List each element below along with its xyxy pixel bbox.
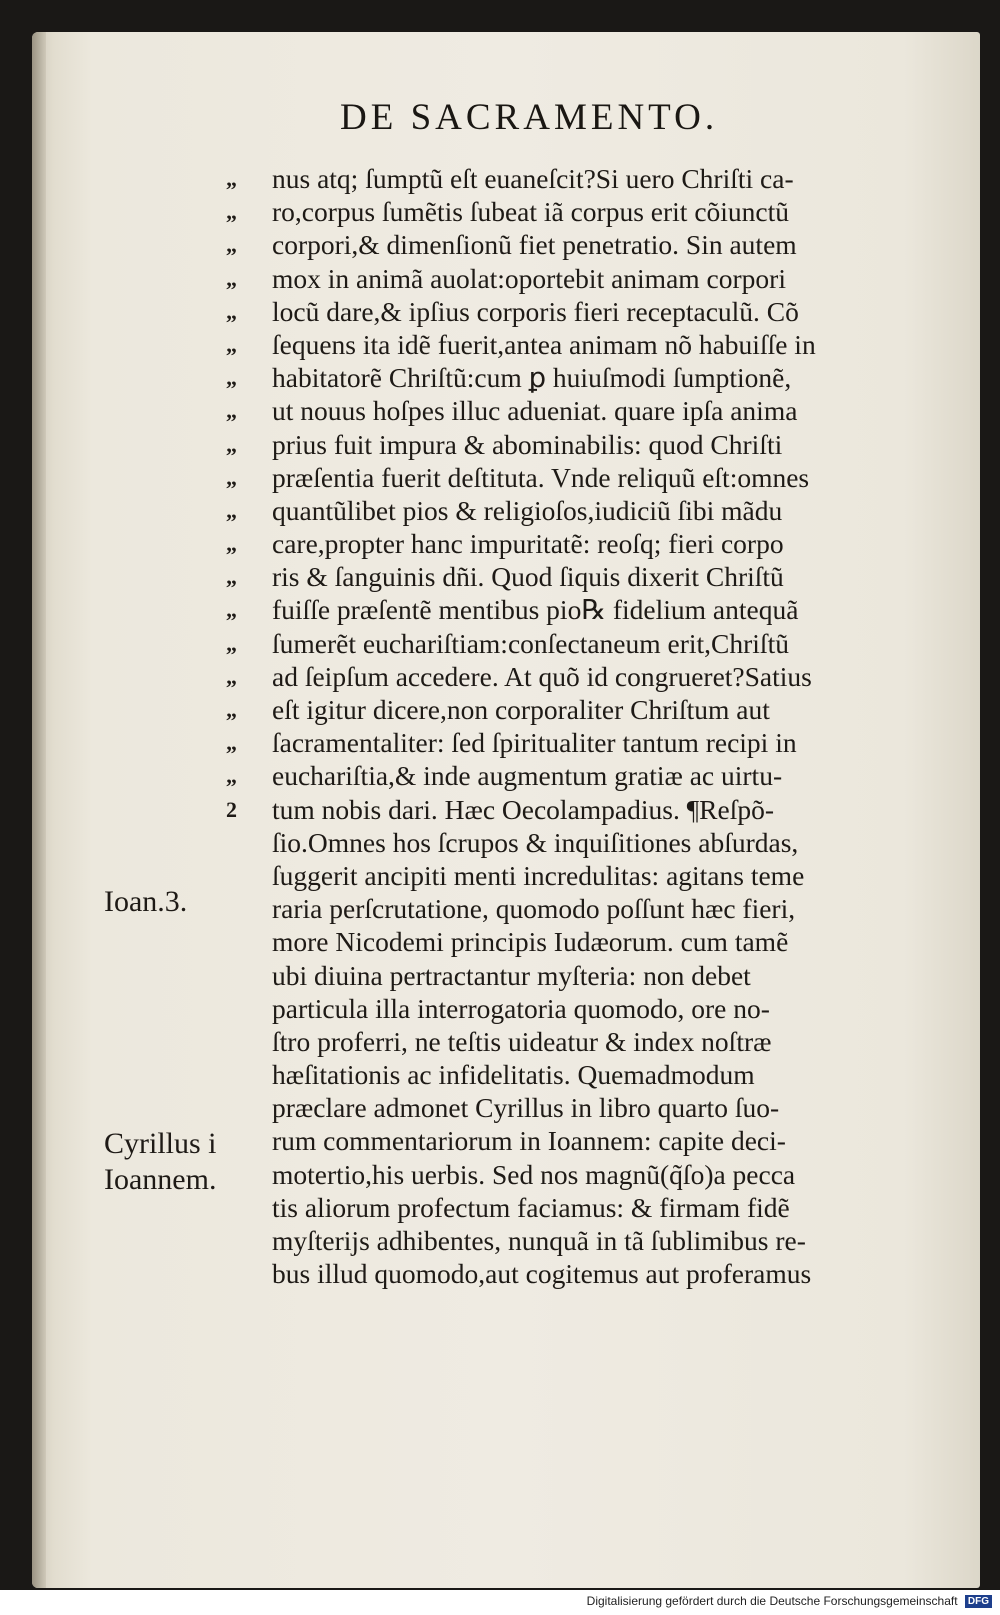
quotation-mark: „ bbox=[226, 398, 237, 424]
quotation-mark: „ bbox=[226, 431, 237, 457]
quotation-mark: „ bbox=[226, 597, 237, 623]
line-text: præſentia fuerit deſtituta. Vnde reliquũ eſt:omnes bbox=[272, 461, 810, 493]
line-text: ſio.Omnes hos ſcrupos & inquiſitiones abſurdas, bbox=[272, 826, 799, 858]
line-text: raria perſcrutatione, quomodo poſſunt hæc fieri, bbox=[272, 893, 796, 925]
quotation-mark: „ bbox=[226, 365, 237, 391]
text-line bbox=[226, 394, 942, 427]
margin-note-ioan: Ioan.3. bbox=[104, 885, 188, 918]
page-gutter bbox=[32, 32, 46, 1588]
line-text: eſt igitur dicere,non corporaliter Chriſtum aut bbox=[272, 694, 770, 725]
text-line bbox=[226, 162, 942, 195]
quotation-mark: „ bbox=[226, 331, 237, 357]
line-text: more Nicodemi principis Iudæorum. cum tamẽ bbox=[272, 926, 789, 958]
text-line bbox=[226, 992, 942, 1025]
line-text: locũ dare,& ipſius corporis fieri receptaculũ. Cõ bbox=[272, 295, 799, 327]
quotation-mark: „ bbox=[226, 298, 237, 324]
line-text: ut nouus hoſpes illuc adueniat. quare ipſa anima bbox=[272, 395, 798, 427]
quotation-mark: „ bbox=[226, 630, 237, 656]
text-line bbox=[226, 262, 942, 295]
text-line bbox=[226, 1124, 942, 1157]
line-text: habitatorẽ Chriſtũ:cum ꝑ huiuſmodi ſumptionẽ, bbox=[272, 362, 792, 394]
text-line bbox=[226, 959, 942, 992]
line-text: ris & ſanguinis dñi. Quod ſiquis dixerit Chriſtũ bbox=[272, 561, 784, 593]
text-line bbox=[226, 527, 942, 560]
line-text: ſuggerit ancipiti menti incredulitas: agitans teme bbox=[272, 859, 805, 891]
line-text: ſacramentaliter: ſed ſpiritualiter tantum recipi in bbox=[272, 727, 797, 759]
text-line bbox=[226, 1224, 942, 1257]
text-line bbox=[226, 1058, 942, 1091]
text-line bbox=[226, 560, 942, 593]
line-text: particula illa interrogatoria quomodo, ore no- bbox=[272, 992, 770, 1024]
text-line bbox=[226, 195, 942, 228]
line-text: ſumerẽt euchariſtiam:conſectaneum erit,Chriſtũ bbox=[272, 627, 789, 659]
dfg-logo: DFG bbox=[965, 1595, 992, 1608]
quotation-mark: „ bbox=[226, 663, 237, 689]
body-text bbox=[226, 162, 942, 1290]
line-text: corpori,& dimenſionũ fiet penetratio. Sin autem bbox=[272, 229, 797, 261]
quotation-mark: „ bbox=[226, 497, 237, 523]
text-line bbox=[226, 228, 942, 261]
margin-note-cyrillus-1: Cyrillus i bbox=[104, 1127, 217, 1160]
line-text: ſtro proferri, ne teſtis uideatur & index noſtræ bbox=[272, 1025, 772, 1057]
line-text: myſterijs adhibentes, nunquã in tã ſublimibus re- bbox=[272, 1225, 806, 1256]
quotation-mark: „ bbox=[226, 763, 237, 789]
text-line bbox=[226, 660, 942, 693]
quotation-mark: „ bbox=[226, 697, 237, 722]
quotation-mark: „ bbox=[226, 232, 237, 258]
line-text: nus atq; ſumptũ eſt euaneſcit?Si uero Chriſti ca- bbox=[272, 163, 794, 194]
text-line bbox=[226, 693, 942, 726]
digitization-credit bbox=[587, 1594, 992, 1608]
margin-note-cyrillus-2: Ioannem. bbox=[104, 1163, 217, 1196]
line-text: hæſitationis ac infidelitatis. Quemadmodum bbox=[272, 1059, 755, 1091]
text-line bbox=[226, 627, 942, 660]
line-text: quantũlibet pios & religioſos,iudiciũ ſibi mãdu bbox=[272, 494, 783, 526]
line-text: ro,corpus ſumẽtis ſubeat iã corpus erit cõiunctũ bbox=[272, 196, 790, 228]
text-line bbox=[226, 1158, 942, 1191]
text-line bbox=[226, 295, 942, 328]
text-line bbox=[226, 461, 942, 494]
text-line bbox=[226, 826, 942, 859]
text-line bbox=[226, 494, 942, 527]
quotation-mark: „ bbox=[226, 464, 237, 490]
quotation-mark: „ bbox=[226, 166, 237, 191]
line-text: præclare admonet Cyrillus in libro quarto ſuo- bbox=[272, 1092, 780, 1124]
line-text: euchariſtia,& inde augmentum gratiæ ac uirtu- bbox=[272, 760, 783, 792]
line-text: ubi diuina pertractantur myſteria: non debet bbox=[272, 959, 751, 991]
text-line bbox=[226, 1025, 942, 1058]
quotation-mark: „ bbox=[226, 531, 237, 557]
text-line bbox=[226, 726, 942, 759]
credit-text: Digitalisierung gefördert durch die Deutsche Forschungsgemeinschaft bbox=[586, 1594, 958, 1608]
text-line bbox=[226, 361, 942, 394]
text-line bbox=[226, 1257, 942, 1290]
quotation-mark: „ bbox=[226, 199, 237, 225]
line-text: prius fuit impura & abominabilis: quod Chriſti bbox=[272, 428, 783, 460]
text-line bbox=[226, 1191, 942, 1224]
text-line bbox=[226, 759, 942, 792]
line-text: ad ſeipſum accedere. At quõ id congrueret?Satius bbox=[272, 660, 812, 692]
text-line bbox=[226, 859, 942, 892]
line-text: tis aliorum profectum faciamus: & firmam fidẽ bbox=[272, 1191, 790, 1223]
text-line bbox=[226, 925, 942, 958]
text-line bbox=[226, 428, 942, 461]
text-line bbox=[226, 593, 942, 626]
quotation-mark: „ bbox=[226, 564, 237, 590]
line-text: rum commentariorum in Ioannem: capite deci- bbox=[272, 1125, 786, 1157]
text-line bbox=[226, 1091, 942, 1124]
line-text: mox in animã auolat:oportebit animam corpori bbox=[272, 262, 786, 294]
line-text: tum nobis dari. Hæc Oecolampadius. ¶Reſpõ- bbox=[272, 793, 775, 825]
quotation-mark: 2 bbox=[226, 796, 237, 822]
text-line bbox=[226, 328, 942, 361]
line-text: motertio,his uerbis. Sed nos magnũ(q̃ſo)a pecca bbox=[272, 1158, 796, 1190]
quotation-mark: „ bbox=[226, 730, 237, 756]
text-line bbox=[226, 793, 942, 826]
text-line bbox=[226, 892, 942, 925]
line-text: fuiſſe præſentẽ mentibus pio℞ fidelium antequã bbox=[272, 594, 799, 626]
quotation-mark: „ bbox=[226, 265, 237, 291]
line-text: bus illud quomodo,aut cogitemus aut proferamus bbox=[272, 1258, 812, 1290]
line-text: ſequens ita idẽ fuerit,antea animam nõ habuiſſe in bbox=[272, 328, 816, 360]
running-head: DE SACRAMENTO. bbox=[340, 97, 719, 138]
line-text: care,propter hanc impuritatẽ: reoſq; fieri corpo bbox=[272, 528, 784, 560]
